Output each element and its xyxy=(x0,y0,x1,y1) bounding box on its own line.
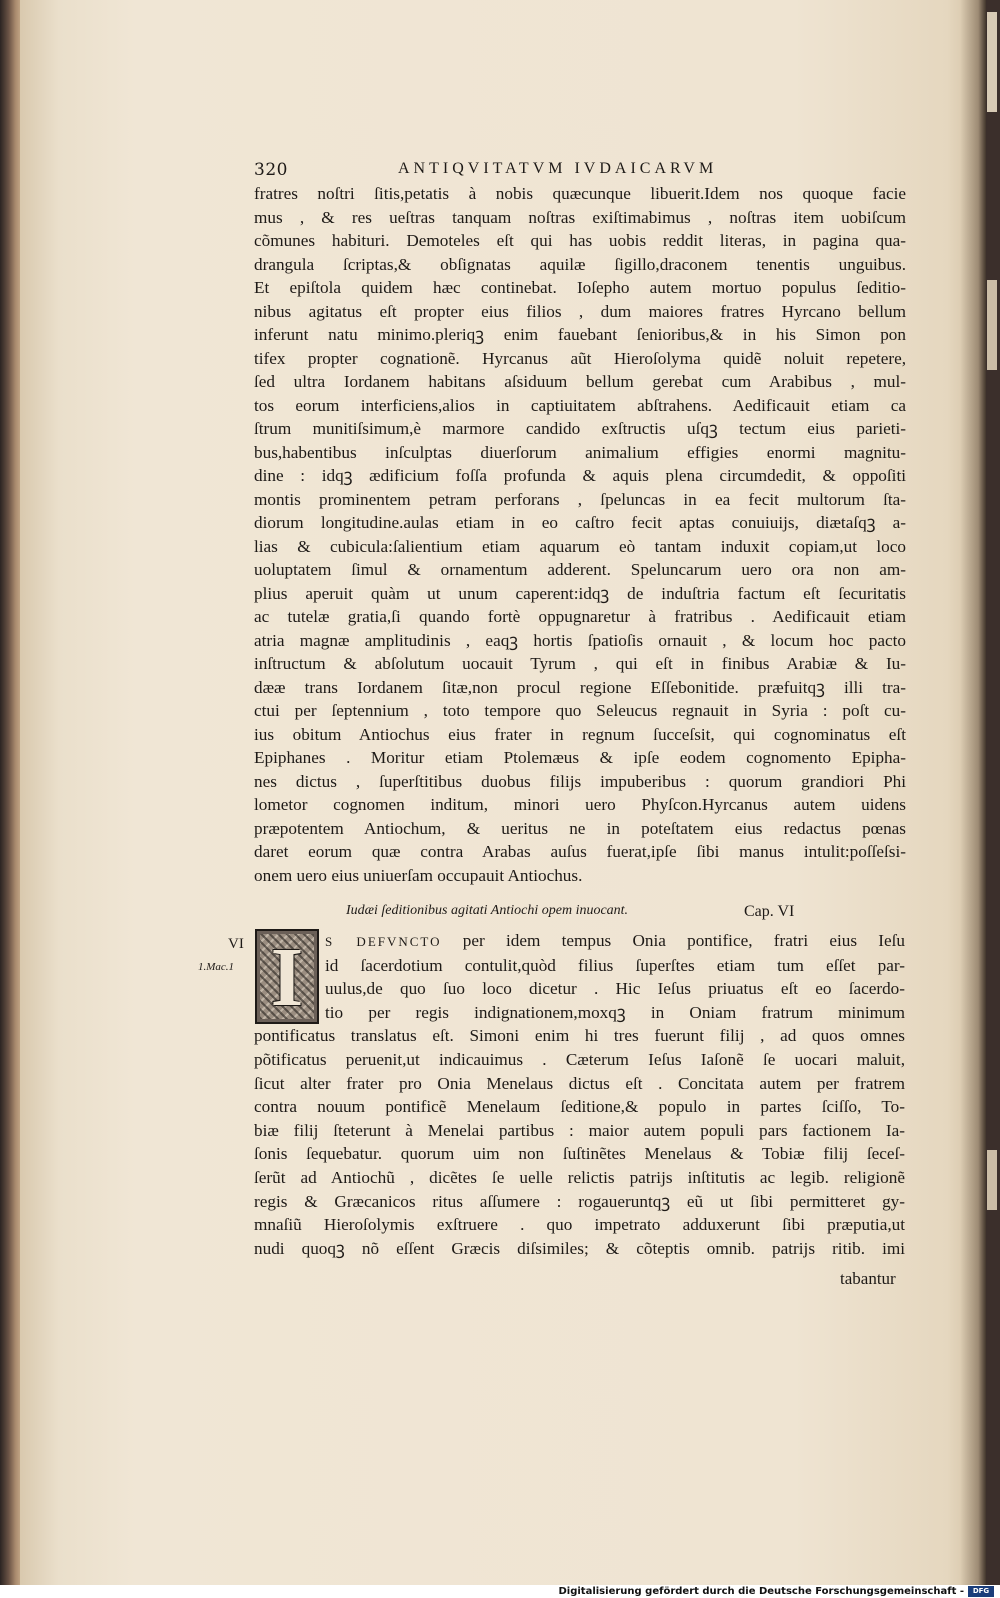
page-edge-tab xyxy=(987,280,997,370)
margin-reference: 1.Mac.1 xyxy=(198,961,235,973)
text-line: ſed ultra Iordanem habitans aſsiduum bellum gerebat cum Arabibus , mul- xyxy=(254,372,906,391)
text-line: mus , & res ueſtras tanquam noſtras exiſtimabimus , noſtras item uobiſcum xyxy=(254,207,906,227)
text-line: tifex propter cognationẽ. Hyrcanus aũt Hieroſolyma quidẽ noluit repetere, xyxy=(254,348,906,368)
text-line: põtificatus peruenit,ut indicauimus . Cæterum Ieſus Iaſonẽ ſe uocari maluit, xyxy=(254,1049,905,1069)
page-number: 320 xyxy=(254,160,288,180)
text-line: regis & Græcanicos ritus aſſumere : rogaueruntqꝫ eũ ut ſibi permitteret gy- xyxy=(254,1191,905,1211)
text-line: mnaſiũ Hieroſolymis exſtruere . quo impetrato adduxerunt ſibi præputia,ut xyxy=(254,1215,905,1235)
text-line: ſtrum munitiſsimum,è marmore candido exſtructis uſqꝫ tectum eius parieti- xyxy=(254,419,906,438)
text-line: nudi quoqꝫ nõ eſſent Græcis diſsimiles; & cõteptis omnib. patrijs ritib. imi xyxy=(254,1238,905,1258)
text-line: Epiphanes . Moritur etiam Ptolemæus & ipſe eodem cognomento Epipha- xyxy=(254,748,906,767)
text-line: dine : idqꝫ ædificium foſſa profunda & aquis plena circumdedit, & oppoſiti xyxy=(254,466,906,485)
text-line: daret eorum quæ contra Arabas auſus fuerat,ipſe ſibi manus intulit:poſſeſsi- xyxy=(254,842,906,861)
chapter-label: Cap. VI xyxy=(744,903,795,920)
catchword: tabantur xyxy=(840,1269,896,1288)
text-line xyxy=(325,929,905,954)
text-line: cõmunes habituri. Demoteles eſt qui has uobis reddit literas, in pagina qua- xyxy=(254,231,906,250)
text-line: id ſacerdotium contulit,quòd filius ſuperſtes etiam tum eſſet par- xyxy=(325,955,905,975)
text-line: ſerũt ad Antiochũ , dicẽtes ſe uelle relictis patrijs inſtitutis ac legib. religionẽ xyxy=(254,1167,905,1187)
text-line: pontificatus translatus eſt. Simoni enim hi tres fuerunt filij , ad quos omnes xyxy=(254,1026,905,1046)
text-line: drangula ſcriptas,& obſignatas aquilæ ſigillo,draconem tenentis unguibus. xyxy=(254,254,906,274)
text-line: ius obitum Antiochus eius frater in regnum ſucceſsit, qui cognominatus eſt xyxy=(254,724,906,744)
footer-bar xyxy=(0,1585,1000,1598)
funding-credit: Digitalisierung gefördert durch die Deutsche Forschungsgemeinschaft - xyxy=(558,1586,964,1597)
text-line: contra nouum pontificẽ Menelaum ſeditione,& populo in partes ſciſſo, To- xyxy=(254,1097,905,1117)
text-line: onem uero eius uniuerſam occupauit Antiochus. xyxy=(254,865,583,885)
page-edge-tab xyxy=(987,1150,997,1210)
text-line: inferunt natu minimo.pleriqꝫ enim fauebant ſenioribus,& in his Simon pon xyxy=(254,325,906,344)
text-line: plius aperuit quàm ut unum caperent:idqꝫ de induſtria factum eſt ſecuritatis xyxy=(254,583,906,603)
decorated-initial xyxy=(255,929,319,1024)
dfg-logo: DFG xyxy=(968,1586,994,1597)
text-line: bus,habentibus inſculptas diuerſorum animalium effigies enormi magnitu- xyxy=(254,442,906,462)
text-line: nibus agitatus eſt propter eius filios , dum maiores fratres Hyrcano bellum xyxy=(254,301,906,321)
page-edge-tab xyxy=(987,12,997,112)
text-line: præpotentem Antiochum, & ueritus ne in poteſtatem eius redactus pœnas xyxy=(254,818,906,838)
facing-page-edge xyxy=(986,0,1000,1585)
running-head: ANTIQVITATVM IVDAICARVM xyxy=(398,160,718,177)
text-line: fratres noſtri ſitis,petatis à nobis quæcunque libuerit.Idem nos quoque facie xyxy=(254,184,906,203)
text-line: uoluptatem ſimul & ornamentum adderent. Speluncarum uero ora non am- xyxy=(254,560,906,579)
margin-number: VI xyxy=(228,936,244,952)
text-line: ac tutelæ gratia,ſi quando fortè oppugnaretur à fratribus . Aedificauit etiam xyxy=(254,607,906,626)
text-line: ctui per ſeptennium , toto tempore quo Seleucus regnauit in Syria : poſt cu- xyxy=(254,701,906,720)
first-line-rest: per idem tempus Onia pontifice, fratri eius Ieſu xyxy=(462,931,905,950)
text-line: atria magnæ amplitudinis , eaqꝫ hortis ſpatioſis ornauit , & locum hoc pacto xyxy=(254,630,906,650)
body-text xyxy=(254,182,906,887)
text-line: nes dictus , ſuperſtitibus duobus filijs impuberibus : quorum grandiori Phi xyxy=(254,771,906,791)
book-edge xyxy=(0,0,22,1585)
initial-letter: I xyxy=(270,931,304,1024)
text-line: biæ filij ſteterunt à Menelai partibus : maior autem populi pars factionem Ia- xyxy=(254,1120,905,1140)
chapter-summary: Iudæi ſeditionibus agitati Antiochi opem inuocant. xyxy=(346,903,629,918)
gutter-shadow xyxy=(960,0,986,1585)
text-line: Et epiſtola quidem hæc continebat. Ioſepho autem mortuo populus ſeditio- xyxy=(254,278,906,297)
text-line: dææ trans Iordanem ſitæ,non procul regione Eſſebonitide. præfuitqꝫ illi tra- xyxy=(254,677,906,697)
text-line: lias & cubicula:ſalientium etiam aquarum eò tantam induxit copiam,ut loco xyxy=(254,536,906,556)
text-line: montis prominentem petram perforans , ſpeluncas in ea fecit multorum ſta- xyxy=(254,489,906,509)
text-line: ſicut alter frater pro Onia Menelaus dictus eſt . Concitata autem per fratrem xyxy=(254,1073,905,1093)
text-line: ſonis ſequebatur. quorum uim non ſuſtinẽtes Menelaus & Tobiæ filij ſeceſ- xyxy=(254,1144,905,1164)
text-line: tos eorum interficiens,alios in captiuitatem abſtrahens. Aedificauit etiam ca xyxy=(254,395,906,415)
opening-words: S DEFVNCTO xyxy=(325,934,442,949)
text-line: tio per regis indignationem,moxqꝫ in Oniam fratrum minimum xyxy=(325,1002,905,1022)
text-line: uulus,de quo ſuo loco dicetur . Hic Ieſus priuatus eſt eo ſacerdo- xyxy=(325,979,905,999)
text-line: lometor cognomen inditum, minori uero Phyſcon.Hyrcanus autem uidens xyxy=(254,795,906,814)
text-line: inſtructum & abſolutum uocauit Tyrum , qui eſt in finibus Arabiæ & Iu- xyxy=(254,654,906,673)
chapter-text xyxy=(254,929,905,1260)
text-line: diorum longitudine.aulas etiam in eo caſtro fecit aptas conuiuijs, diætaſqꝫ a- xyxy=(254,513,906,532)
